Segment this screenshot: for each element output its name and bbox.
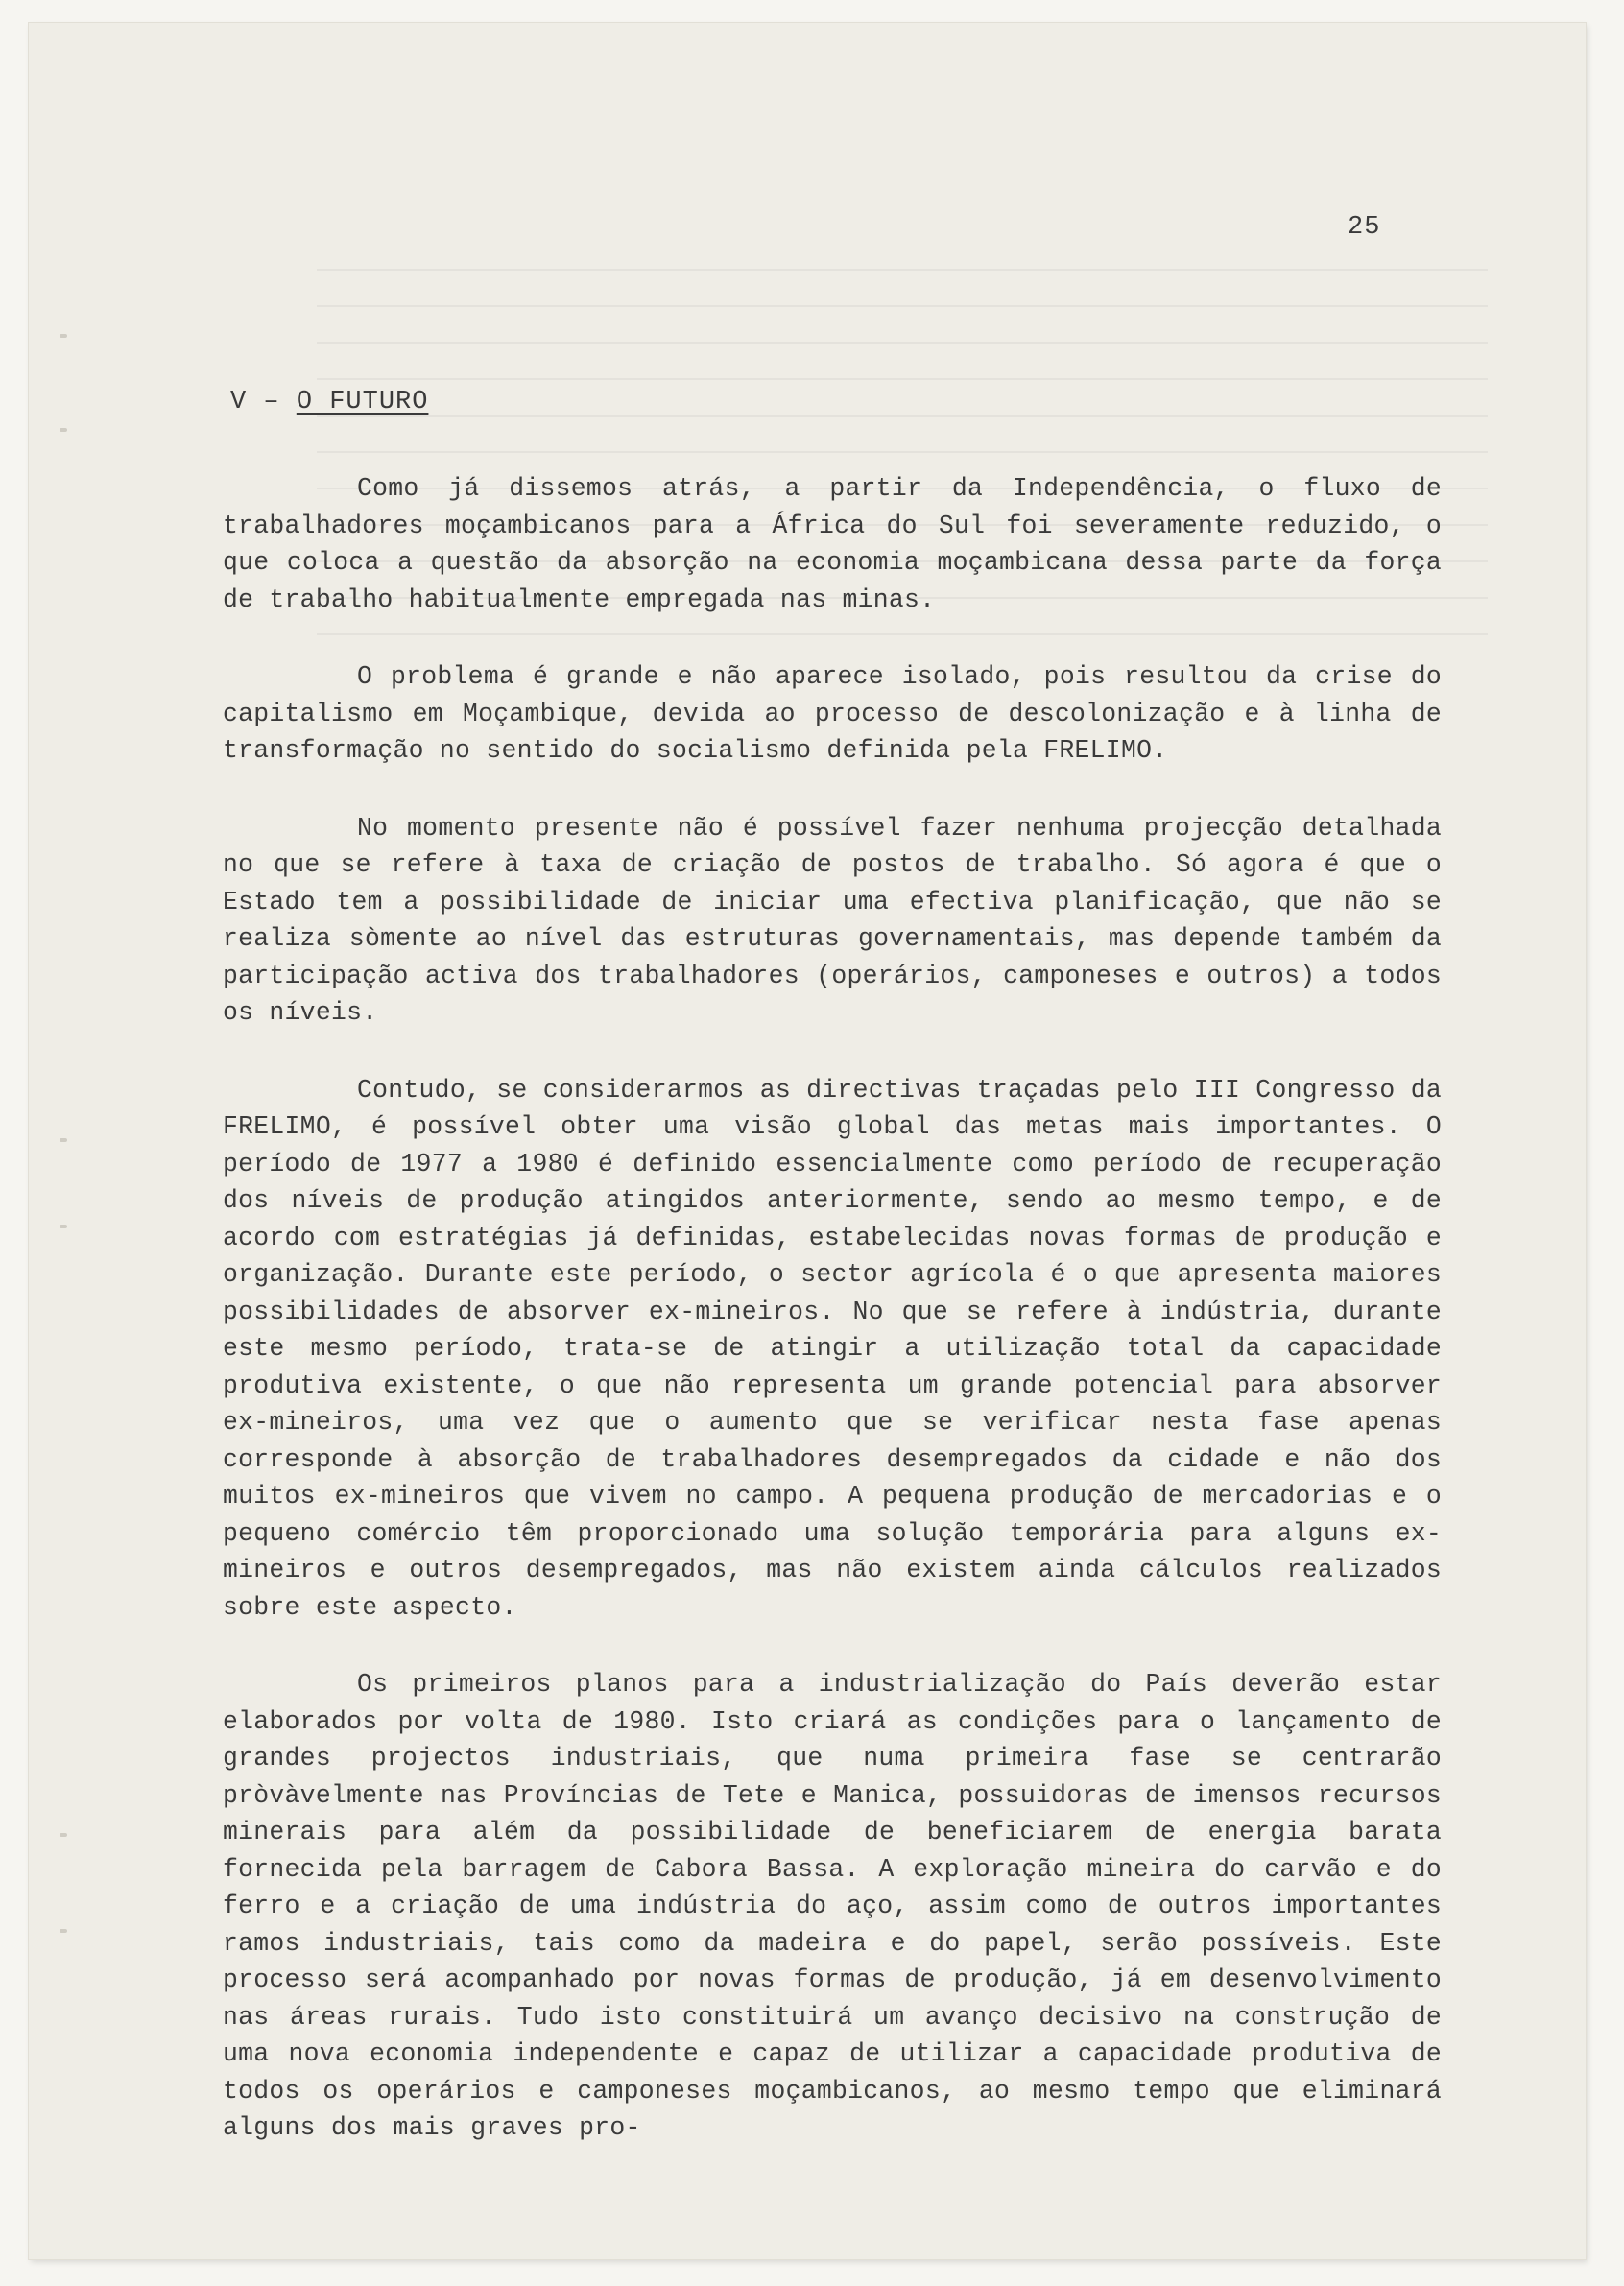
punch-mark xyxy=(60,1929,67,1933)
punch-mark xyxy=(60,1138,67,1142)
paragraph: Como já dissemos atrás, a partir da Independência, o fluxo de trabalhadores moçambicanos para a África do Sul foi severamente reduzido, o que coloca a questão da absorção na economia moçambicana dessa parte da força de trabalho habitualmente empregada nas minas. xyxy=(223,474,1442,614)
punch-mark xyxy=(60,334,67,338)
paragraph: Contudo, se considerarmos as directivas traçadas pelo III Congresso da FRELIMO, é possível obter uma visão global das metas mais importantes. O período de 1977 a 1980 é definido essencialmente como período de recuperação dos níveis de produção atingidos anteriormente, sendo ao mesmo tempo, e de acordo com estratégias já definidas, estabelecidas novas formas de produção e organização. Durante este período, o sector agrícola é o que apresenta maiores possibilidades de absorver ex-mineiros. No que se refere à indústria, durante este mesmo período, trata-se de atingir a utilização total da capacidade produtiva existente, o que não representa um grande potencial para absorver ex-mineiros, uma vez que o aumento que se verificar nesta fase apenas corresponde à absorção de trabalhadores desempregados da cidade e não dos muitos ex-mineiros que vivem no campo. A pequena produção de mercadorias e o pequeno comércio têm proporcionado uma solução temporária para alguns ex-mineiros e outros desempregados, mas não existem ainda cálculos realizados sobre este aspecto. xyxy=(223,1075,1442,1622)
paragraph: No momento presente não é possível fazer nenhuma projecção detalhada no que se refere à taxa de criação de postos de trabalho. Só agora é que o Estado tem a possibilidade de iniciar uma efectiva planificação, que não se realiza sòmente ao nível das estruturas governamentais, mas depende também da participação activa dos trabalhadores (operários, camponeses e outros) a todos os níveis. xyxy=(223,813,1442,1027)
body-text xyxy=(223,470,1442,2147)
section-heading-title: O FUTURO xyxy=(296,388,429,417)
paragraph: Os primeiros planos para a industrialização do País deverão estar elaborados por volta de 1980. Isto criará as condições para o lançamento de grandes projectos industriais, que numa primeira fase se centrarão pròvàvelmente nas Províncias de Tete e Manica, possuidoras de imensos recursos minerais para além da possibilidade de beneficiarem de energia barata fornecida pela barragem de Cabora Bassa. A exploração mineira do carvão e do ferro e a criação de uma indústria do aço, assim como de outros importantes ramos industriais, tais como da madeira e do papel, serão possíveis. Este processo será acompanhado por novas formas de produção, já em desenvolvimento nas áreas rurais. Tudo isto constituirá um avanço decisivo na construção de uma nova economia independente e capaz de utilizar a capacidade produtiva de todos os operários e camponeses moçambicanos, ao mesmo tempo que eliminará alguns dos mais graves pro- xyxy=(223,1670,1442,2142)
section-heading xyxy=(230,388,428,417)
section-heading-prefix: V – xyxy=(230,388,297,417)
punch-mark xyxy=(60,1225,67,1228)
punch-mark xyxy=(60,1833,67,1837)
punch-mark xyxy=(60,428,67,432)
paragraph: O problema é grande e não aparece isolado, pois resultou da crise do capitalismo em Moçambique, devida ao processo de descolonização e à linha de transformação no sentido do socialismo definida pela FRELIMO. xyxy=(223,662,1442,765)
page-number: 25 xyxy=(1348,213,1381,242)
